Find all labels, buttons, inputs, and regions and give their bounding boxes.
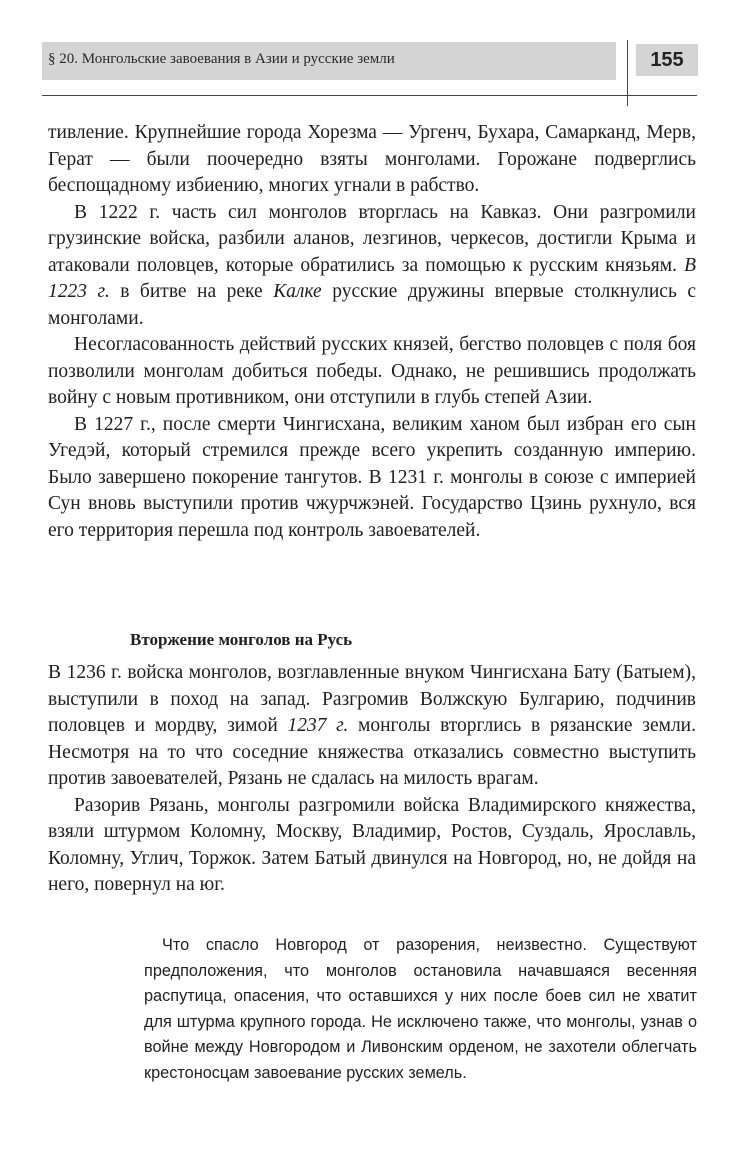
- running-header-title: § 20. Монгольские завоевания в Азии и русские земли: [48, 51, 395, 67]
- paragraph-3: [48, 332, 696, 412]
- paragraph-text: русские дружины впервые столкнулись с монголами.: [48, 281, 696, 329]
- paragraph-text: Несогласованность действий русских князей, бегство половцев с поля боя позволили монголам добиться победы. Однако, не решившись продолжать войну с новым противником, они отступили в глубь степей Азии.: [48, 334, 696, 408]
- header-divider: [627, 40, 628, 106]
- paragraph-text: в битве на реке: [109, 281, 274, 302]
- header-rule: [42, 95, 697, 96]
- body-text-block-1: [48, 120, 696, 544]
- paragraph-text: В 1227 г., после смерти Чингисхана, великим ханом был избран его сын Угедэй, который стремился прежде всего укрепить созданную империю. Было завершено покорение тангутов. В 1231 г. монголы в союзе с империей Сун вновь выступили против чжурчжэней. Государство Цзинь рухнуло, вся его территория перешла под контроль завоевателей.: [48, 413, 696, 541]
- body-text-block-2: [48, 660, 696, 899]
- paragraph-text: тивление. Крупнейшие города Хорезма — Ургенч, Бухара, Самарканд, Мерв, Герат — были поочередно взяты монголами. Горожане подверглись беспощадному избиению, многих угнали в рабство.: [48, 122, 696, 196]
- paragraph-4: [48, 412, 696, 545]
- section-heading: Вторжение монголов на Русь: [130, 630, 353, 649]
- date-emphasis: 1237 г.: [287, 715, 349, 736]
- paragraph-text: Разорив Рязань, монголы разгромили войска Владимирского княжества, взяли штурмом Коломну, Москву, Владимир, Ростов, Суздаль, Ярославль, Коломну, Углич, Торжок. Затем Батый двинулся на Новгород, но, не дойдя на него, повернул на юг.: [48, 794, 696, 895]
- paragraph-text: монголы вторглись в рязанские земли. Несмотря на то что соседние княжества отказались совместно выступить против завоевателей, Рязань не сдалась на милость врагам.: [48, 715, 696, 789]
- paragraph-6: [48, 793, 696, 899]
- page-number: 155: [636, 44, 698, 76]
- side-note-text: Что спасло Новгород от разорения, неизвестно. Существуют предположения, что монголов остановила начавшаяся весенняя распутица, опасения, что оставшихся у них после боев сил не хватит для штурма крупного города. Не исключено также, что монголы, узнав о войне между Новгородом и Ливонским орденом, не захотели облегчать крестоносцам завоевание русских земель.: [144, 936, 697, 1082]
- paragraph-5: [48, 660, 696, 793]
- paragraph-2: [48, 200, 696, 333]
- paragraph-text: В 1236 г. войска монголов, возглавленные внуком Чингисхана Бату (Батыем), выступили в поход на запад. Разгромив Волжскую Булгарию, подчинив половцев и мордву, зимой: [48, 662, 696, 736]
- paragraph-text: В 1222 г. часть сил монголов вторглась на Кавказ. Они разгромили грузинские войска, разбили аланов, лезгинов, черкесов, достигли Крыма и атаковали половцев, которые обратились за помощью к русским князьям.: [48, 201, 696, 276]
- side-note: [144, 933, 697, 1087]
- river-emphasis: Калке: [273, 281, 322, 302]
- date-emphasis: В 1223 г.: [48, 254, 696, 302]
- paragraph-1: [48, 120, 696, 200]
